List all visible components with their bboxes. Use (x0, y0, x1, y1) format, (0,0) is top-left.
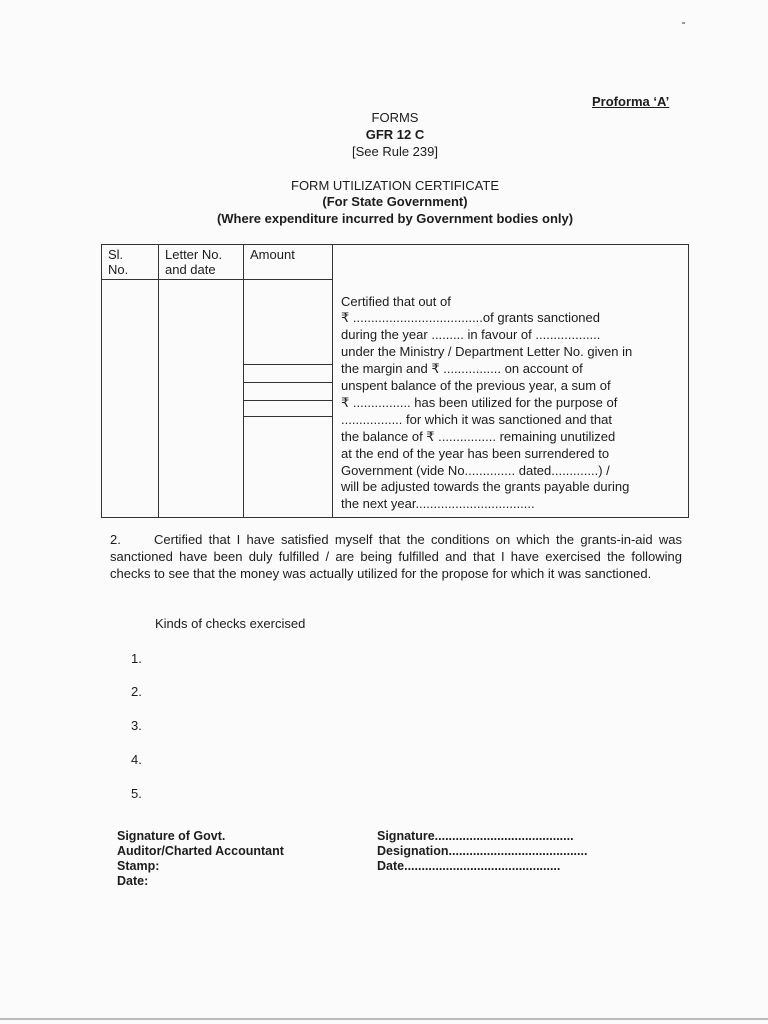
cert-line: the next year................................. (341, 496, 535, 512)
signature-block-official (377, 829, 587, 874)
cert-line: unspent balance of the previous year, a sum of (341, 378, 611, 394)
cert-line: will be adjusted towards the grants payable during (341, 479, 630, 495)
check-item-5: 5. (131, 786, 142, 801)
forms-heading: FORMS (371, 110, 419, 125)
form-scope: (Where expenditure incurred by Government bodies only) (216, 211, 574, 226)
auditor-signature-label: Signature of Govt. (117, 829, 226, 843)
cert-line: ₹ ................ has been utilized for the purpose of (341, 394, 618, 410)
certificate-table (101, 244, 689, 518)
page-bottom-edge (0, 1018, 768, 1020)
auditor-title-label: Auditor/Charted Accountant (117, 844, 284, 858)
official-date-label: Date............................................. (377, 859, 561, 873)
header-letter-no: Letter No. and date (159, 245, 244, 280)
certificate-text (333, 280, 689, 518)
rule-reference: [See Rule 239] (351, 144, 438, 159)
official-signature-label: Signature........................................ (377, 829, 574, 843)
check-item-2: 2. (131, 684, 142, 699)
check-item-3: 3. (131, 718, 142, 733)
amount-cell (244, 280, 333, 518)
cert-line: Government (vide No.............. dated.............) / (341, 462, 610, 478)
stamp-label: Stamp: (117, 859, 160, 873)
auditor-date-label: Date: (117, 874, 149, 888)
table-header-row (102, 245, 689, 280)
sl-no-cell (102, 280, 159, 518)
gfr-number: GFR 12 C (365, 127, 425, 142)
form-title: FORM UTILIZATION CERTIFICATE (291, 178, 499, 193)
table-body-row (102, 280, 689, 518)
cert-line: under the Ministry / Department Letter No. given in (341, 344, 633, 360)
paragraph-2 (110, 531, 682, 582)
cert-line: the balance of ₹ ................ remaining unutilized (341, 428, 616, 444)
scan-mark (682, 22, 685, 24)
cert-line: at the end of the year has been surrendered to (341, 445, 610, 461)
header-amount: Amount (244, 245, 333, 280)
letter-no-cell (159, 280, 244, 518)
paragraph-text: Certified that I have satisfied myself that the conditions on which the grants-in-aid was sanctioned have been duly fulfilled / are being fulfilled and that I have exercised the following checks to see that the money was actually utilized for the propose for which it was sanctioned. (110, 532, 682, 581)
cert-line: Certified that out of (341, 293, 451, 309)
designation-label: Designation........................................ (377, 844, 588, 858)
header-blank (333, 245, 689, 280)
cert-line: the margin and ₹ ................ on account of (341, 361, 583, 377)
checks-heading: Kinds of checks exercised (155, 616, 306, 631)
header-sl-no: Sl. No. (102, 245, 159, 280)
proforma-label: Proforma ‘A’ (592, 94, 670, 109)
paragraph-number: 2. (110, 532, 121, 547)
check-item-4: 4. (131, 752, 142, 767)
form-subtitle: (For State Government) (322, 194, 468, 209)
cert-line: ................. for which it was sanctioned and that (341, 411, 612, 427)
check-item-1: 1. (131, 651, 142, 666)
cert-line: during the year ......... in favour of .................. (341, 327, 601, 343)
signature-block-auditor (117, 829, 284, 889)
cert-line: ₹ ....................................of grants sanctioned (341, 310, 600, 326)
